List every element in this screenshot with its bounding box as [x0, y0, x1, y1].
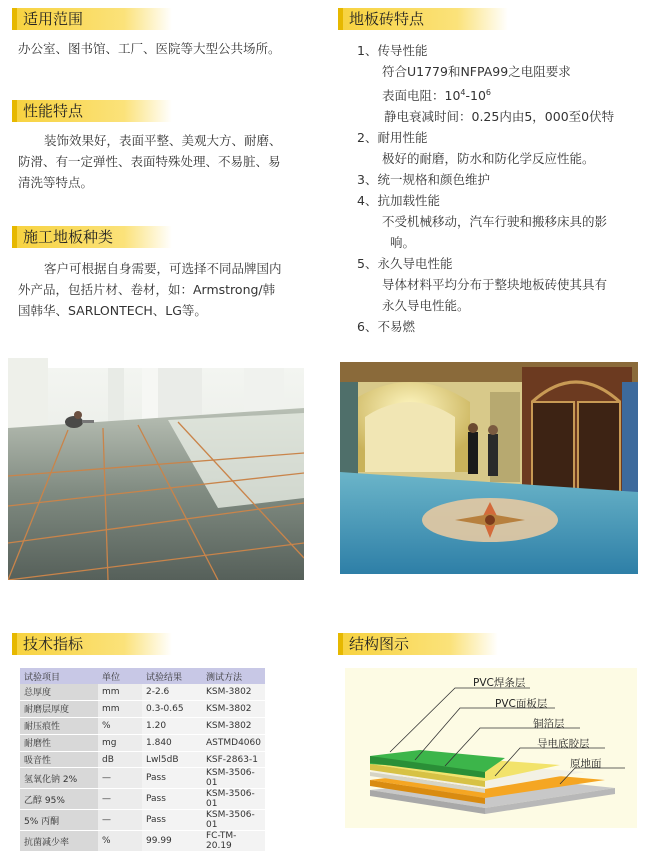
spec-cell-item: 耐压痕性	[20, 717, 98, 734]
spec-table-row	[20, 700, 265, 717]
feature-4-detail-b: 响。	[390, 235, 416, 251]
spec-cell-result: 1.20	[142, 717, 202, 734]
feature-5: 5、永久导电性能	[357, 256, 453, 272]
spec-cell-method: ASTMD4060	[202, 734, 265, 751]
perf-line-1: 装饰效果好，表面平整、美观大方、耐磨、	[44, 133, 282, 148]
spec-cell-result: 1.840	[142, 734, 202, 751]
scope-title-text: 适用范围	[23, 10, 84, 28]
label-pvc-weld: PVC焊条层	[473, 677, 526, 689]
spec-table-body	[20, 684, 265, 852]
spec-cell-item: 抗菌减少率	[20, 831, 98, 852]
section-title-technical-specs	[12, 633, 172, 655]
section-title-scope	[12, 8, 172, 30]
feature-1-detail-c: 静电衰减时间：0.25内由5，000至0伏特	[384, 109, 615, 125]
feature-1: 1、传导性能	[357, 43, 428, 58]
spec-cell-item: 耐磨层厚度	[20, 700, 98, 717]
feature-5-detail-b: 永久导电性能。	[382, 298, 470, 314]
spec-table-row	[20, 810, 265, 831]
section-title-structure	[338, 633, 498, 655]
tile-features-list	[357, 40, 647, 337]
spec-table-row	[20, 789, 265, 810]
resistance-mid: -10	[465, 88, 486, 104]
spec-cell-item: 5% 丙酮	[20, 810, 98, 831]
spec-cell-item: 吸音性	[20, 751, 98, 768]
feature-1-detail-a: 符合U1779和NFPA99之电阻要求	[382, 64, 571, 79]
perf-title-text: 性能特点	[23, 102, 84, 120]
spec-cell-unit: mm	[98, 700, 142, 717]
spec-cell-result: Pass	[142, 768, 202, 789]
label-conductive-adhesive: 导电底胶层	[537, 738, 590, 750]
features-title-text: 地板砖特点	[349, 10, 425, 28]
structure-layers-graphic	[345, 668, 637, 828]
section-title-performance	[12, 100, 172, 122]
feature-4: 4、抗加载性能	[357, 193, 440, 209]
feature-4-detail-a: 不受机械移动，汽车行驶和搬移床具的影	[382, 214, 608, 230]
spec-header-item: 试验项目	[20, 668, 98, 684]
spec-cell-result: Pass	[142, 810, 202, 831]
resistance-prefix: 表面电阻：10	[382, 88, 461, 104]
scope-text: 办公室、图书馆、工厂、医院等大型公共场所。	[18, 41, 281, 56]
spec-cell-method: KSM-3506-01	[202, 810, 265, 831]
spec-cell-result: 99.99	[142, 831, 202, 852]
resistance-exp-2: 6	[485, 88, 492, 97]
corridor-photo	[340, 362, 638, 574]
spec-cell-method: KSM-3506-01	[202, 789, 265, 810]
spec-cell-method: KSM-3802	[202, 700, 265, 717]
structure-diagram	[345, 668, 637, 828]
installation-photo-image	[8, 358, 304, 580]
spec-cell-unit: mm	[98, 684, 142, 700]
feature-2: 2、耐用性能	[357, 130, 428, 146]
spec-cell-item: 乙醇 95%	[20, 789, 98, 810]
label-copper-foil: 铜箔层	[533, 718, 565, 730]
spec-table	[20, 668, 265, 852]
spec-table-row	[20, 734, 265, 751]
kinds-line-1: 客户可根据自身需要，可选择不同品牌国内	[44, 261, 282, 276]
spec-table-row	[20, 831, 265, 852]
label-base-floor: 原地面	[570, 758, 602, 770]
kinds-line-3: 国韩华、SARLONTECH、LG等。	[18, 303, 207, 318]
spec-cell-unit: dB	[98, 751, 142, 768]
feature-3: 3、统一规格和颜色维护	[357, 172, 490, 188]
structure-title-text: 结构图示	[349, 635, 410, 653]
label-pvc-panel: PVC面板层	[495, 698, 548, 710]
section-title-floor-types	[12, 226, 172, 248]
spec-table-row	[20, 717, 265, 734]
spec-cell-unit: —	[98, 768, 142, 789]
spec-cell-method: KSM-3802	[202, 717, 265, 734]
floor-installation-photo	[8, 358, 304, 580]
feature-5-detail-a: 导体材料平均分布于整块地板砖使其具有	[382, 277, 608, 293]
feature-1-detail-b	[357, 82, 647, 106]
spec-cell-method: FC-TM-20.19	[202, 831, 265, 852]
spec-cell-item: 总厚度	[20, 684, 98, 700]
perf-line-2: 防滑、有一定弹性、表面特殊处理、不易脏、易	[18, 154, 281, 169]
spec-table-row	[20, 684, 265, 700]
spec-table-header-row	[20, 668, 265, 684]
spec-header-method: 测试方法	[202, 668, 265, 684]
spec-cell-result: 0.3-0.65	[142, 700, 202, 717]
perf-line-3: 清洗等特点。	[18, 175, 94, 190]
spec-header-unit: 单位	[98, 668, 142, 684]
spec-cell-unit: %	[98, 717, 142, 734]
tech-title-text: 技术指标	[23, 635, 84, 653]
feature-2-detail: 极好的耐磨，防水和防化学反应性能。	[382, 151, 595, 167]
spec-cell-method: KSM-3506-01	[202, 768, 265, 789]
performance-text	[18, 130, 323, 193]
spec-cell-item: 氢氧化钠 2%	[20, 768, 98, 789]
spec-cell-method: KSF-2863-1	[202, 751, 265, 768]
spec-cell-unit: —	[98, 810, 142, 831]
corridor-photo-image	[340, 362, 638, 574]
spec-cell-method: KSM-3802	[202, 684, 265, 700]
spec-table-row	[20, 751, 265, 768]
spec-cell-unit: %	[98, 831, 142, 852]
kinds-line-2: 外产品，包括片材、卷材，如：Armstrong/韩	[18, 282, 276, 297]
spec-header-result: 试验结果	[142, 668, 202, 684]
spec-cell-unit: mg	[98, 734, 142, 751]
spec-cell-result: 2-2.6	[142, 684, 202, 700]
spec-cell-item: 耐磨性	[20, 734, 98, 751]
spec-cell-unit: —	[98, 789, 142, 810]
feature-6: 6、不易燃	[357, 319, 415, 335]
section-title-tile-features	[338, 8, 508, 30]
resistance-exp-1: 4	[460, 88, 466, 97]
spec-cell-result: Lwl5dB	[142, 751, 202, 768]
floor-types-text	[18, 258, 323, 321]
spec-table-row	[20, 768, 265, 789]
kinds-title-text: 施工地板种类	[23, 228, 114, 246]
spec-cell-result: Pass	[142, 789, 202, 810]
